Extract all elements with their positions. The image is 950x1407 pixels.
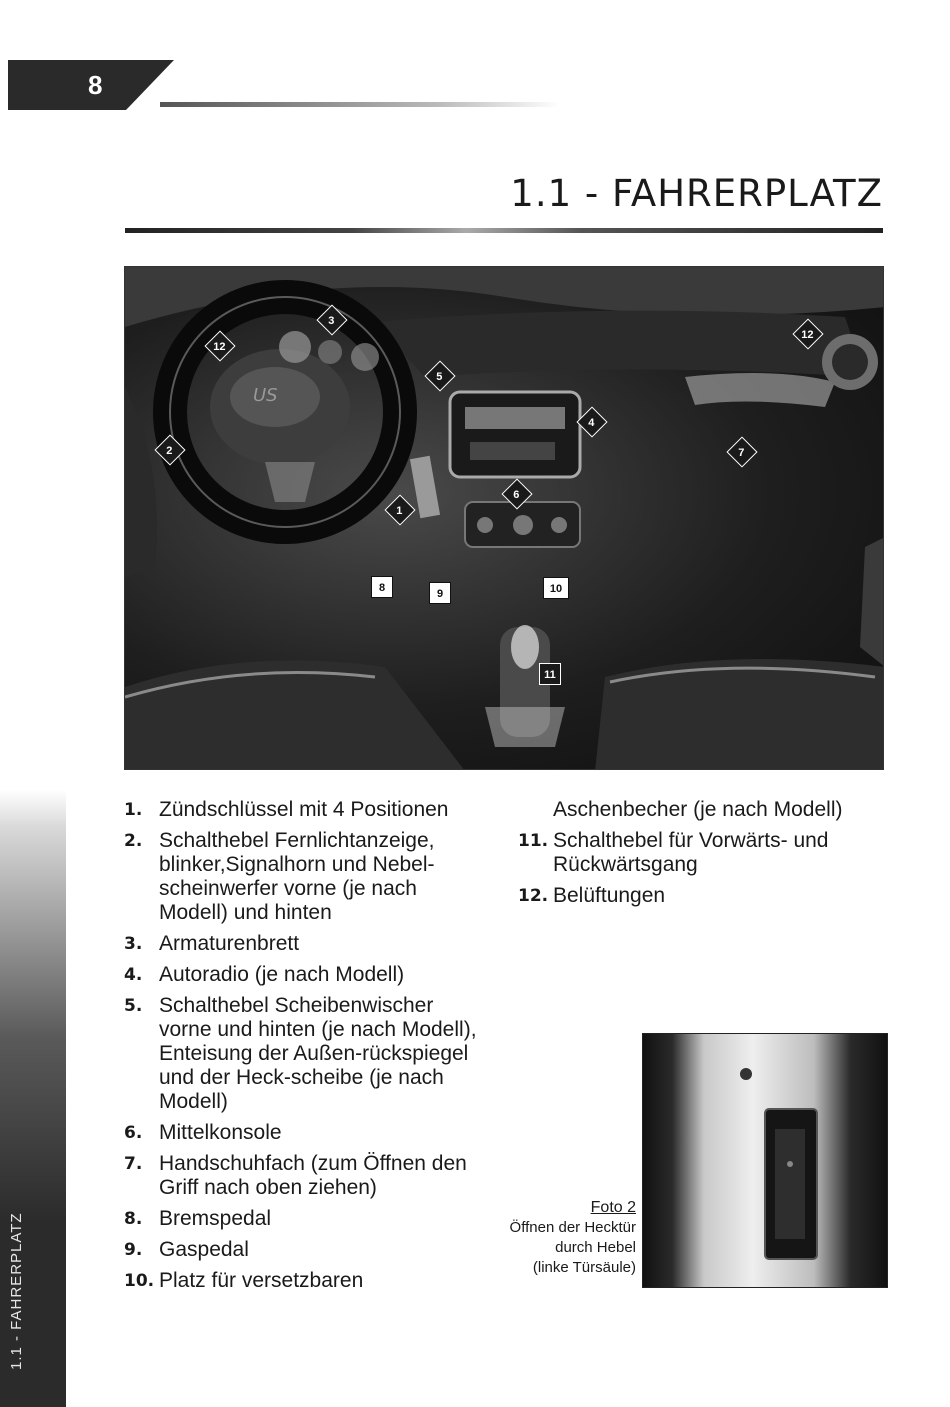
caption-line: durch Hebel: [555, 1239, 636, 1256]
list-item: 11. Schalthebel für Vorwärts- und Rückwärtsgang: [518, 829, 829, 876]
title-rule: [125, 228, 883, 233]
marker-9: 9: [429, 582, 451, 604]
photo-caption: [510, 1198, 636, 1278]
caption-title: Foto 2: [590, 1199, 636, 1216]
list-item: 5. Schalthebel Scheibenwischer vorne und hinten (je nach Modell), Enteisung der Außen-rückspiegel und der Heck-scheibe (je nach Modell): [124, 994, 477, 1113]
legend-list-left: [124, 798, 494, 1300]
marker-6: 6: [501, 478, 532, 509]
marker-10: 10: [543, 577, 569, 599]
list-item: 2. Schalthebel Fernlichtanzeige, blinker,Signalhorn und Nebel-scheinwerfer vorne (je nach Modell) und hinten: [124, 829, 435, 924]
caption-line: Öffnen der Hecktür: [509, 1219, 636, 1236]
dashboard-illustration: [125, 267, 884, 770]
side-label: 1.1 - FAHRERPLATZ: [8, 1212, 25, 1370]
list-item: 8. Bremspedal: [124, 1207, 272, 1230]
marker-3: 3: [316, 304, 347, 335]
caption-line: (linke Türsäule): [532, 1259, 636, 1276]
section-title: 1.1 - FAHRERPLATZ: [510, 172, 883, 215]
list-item: 4. Autoradio (je nach Modell): [124, 963, 405, 986]
door-lever-illustration: [643, 1034, 888, 1288]
marker-7: 7: [726, 436, 757, 467]
marker-8: 8: [371, 576, 393, 598]
tab-line: [160, 102, 560, 107]
page-number: 8: [88, 70, 103, 100]
list-item: 3. Armaturenbrett: [124, 932, 300, 955]
legend-list-right: [518, 798, 888, 915]
marker-2: 2: [154, 434, 185, 465]
marker-11: 11: [539, 663, 561, 685]
marker-4: 4: [576, 406, 607, 437]
door-lever-photo: [642, 1033, 888, 1288]
marker-5: 5: [424, 360, 455, 391]
marker-12-right: 12: [792, 318, 823, 349]
list-item: 6. Mittelkonsole: [124, 1121, 282, 1144]
marker-12-left: 12: [204, 330, 235, 361]
list-item-continuation: Aschenbecher (je nach Modell): [553, 798, 843, 821]
marker-1: 1: [384, 494, 415, 525]
list-item: 1. Zündschlüssel mit 4 Positionen: [124, 798, 449, 821]
list-item: 12. Belüftungen: [518, 884, 666, 907]
list-item: 7. Handschuhfach (zum Öffnen den Griff nach oben ziehen): [124, 1152, 467, 1199]
svg-text:US: US: [253, 385, 278, 406]
list-item: 10. Platz für versetzbaren: [124, 1269, 364, 1292]
dashboard-photo: [124, 266, 884, 770]
list-item: 9. Gaspedal: [124, 1238, 249, 1261]
